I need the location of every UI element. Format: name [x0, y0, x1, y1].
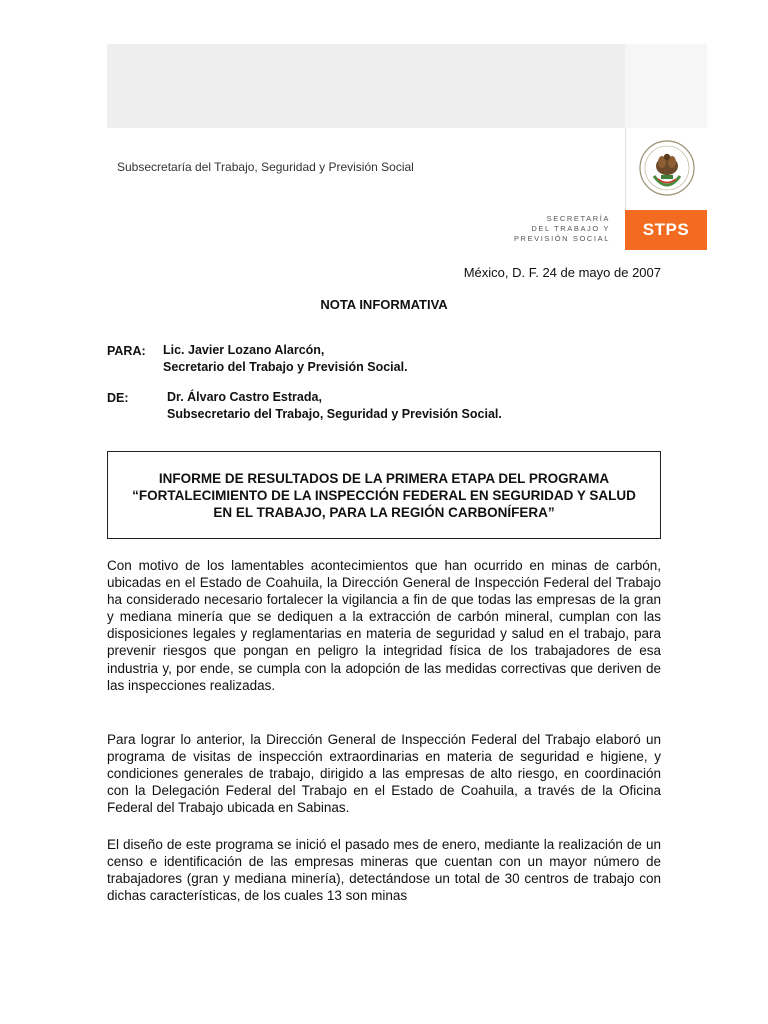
- secretaria-line-2: DEL TRABAJO Y: [531, 224, 610, 233]
- report-title: INFORME DE RESULTADOS DE LA PRIMERA ETAPA DEL PROGRAMA “FORTALECIMIENTO DE LA INSPECCIÓN FEDERAL EN SEGURIDAD Y SALUD EN EL TRABAJO, PARA LA REGIÓN CARBONÍFERA”: [132, 470, 636, 520]
- body-paragraph-1: Con motivo de los lamentables acontecimientos que han ocurrido en minas de carbón, ubicadas en el Estado de Coahuila, la Dirección General de Inspección Federal del Trabajo ha considerado necesario fortalecer la vigilancia a fin de que todas las empresas de la gran y mediana minería que se dediquen a la extracción de carbón mineral, cumplan con las disposiciones legales y reglamentarias en materia de seguridad y salud en el trabajo, para prevenir riesgos que pongan en peligro la integridad física de los trabajadores de esa industria y, por ende, se cumpla con la adopción de las medidas correctivas que deriven de las inspecciones realizadas.: [107, 558, 661, 693]
- de-label: DE:: [107, 391, 129, 405]
- header-banner-corner: [625, 44, 707, 128]
- para-recipient-title: Secretario del Trabajo y Previsión Social.: [163, 360, 408, 374]
- de-sender: [167, 389, 502, 423]
- secretaria-line-3: PREVISIÓN SOCIAL: [513, 234, 610, 243]
- de-sender-title: Subsecretario del Trabajo, Seguridad y Previsión Social.: [167, 407, 502, 421]
- subsecretaria-label: Subsecretaría del Trabajo, Seguridad y Previsión Social: [117, 160, 414, 174]
- stps-logo: STPS: [625, 210, 707, 250]
- secretaria-line-1: SECRETARÍA: [546, 214, 610, 223]
- body-paragraph-2: Para lograr lo anterior, la Dirección General de Inspección Federal del Trabajo elaboró un programa de visitas de inspección extraordinarias en materia de seguridad e higiene, y condiciones generales de trabajo, dirigido a las empresas de alto riesgo, en coordinación con la Delegación Federal del Trabajo en el Estado de Coahuila, a través de la Oficina Federal del Trabajo ubicada en Sabinas.: [107, 732, 661, 816]
- para-label: PARA:: [107, 344, 146, 358]
- document-date: México, D. F. 24 de mayo de 2007: [463, 265, 661, 280]
- report-title-box: [107, 451, 661, 539]
- mexican-coat-of-arms-icon: [637, 136, 697, 200]
- para-recipient: [163, 342, 408, 376]
- secretaria-wordmark: [500, 214, 610, 244]
- para-recipient-name: Lic. Javier Lozano Alarcón,: [163, 343, 325, 357]
- document-heading: NOTA INFORMATIVA: [320, 297, 448, 312]
- body-paragraph-3: El diseño de este programa se inició el pasado mes de enero, mediante la realización de un censo e identificación de las empresas mineras que cuentan con un mayor número de trabajadores (gran y mediana minería), detectándose un total de 30 centros de trabajo con dichas características, de los cuales 13 son minas: [107, 837, 661, 904]
- de-sender-name: Dr. Álvaro Castro Estrada,: [167, 390, 322, 404]
- header-banner: [107, 44, 625, 128]
